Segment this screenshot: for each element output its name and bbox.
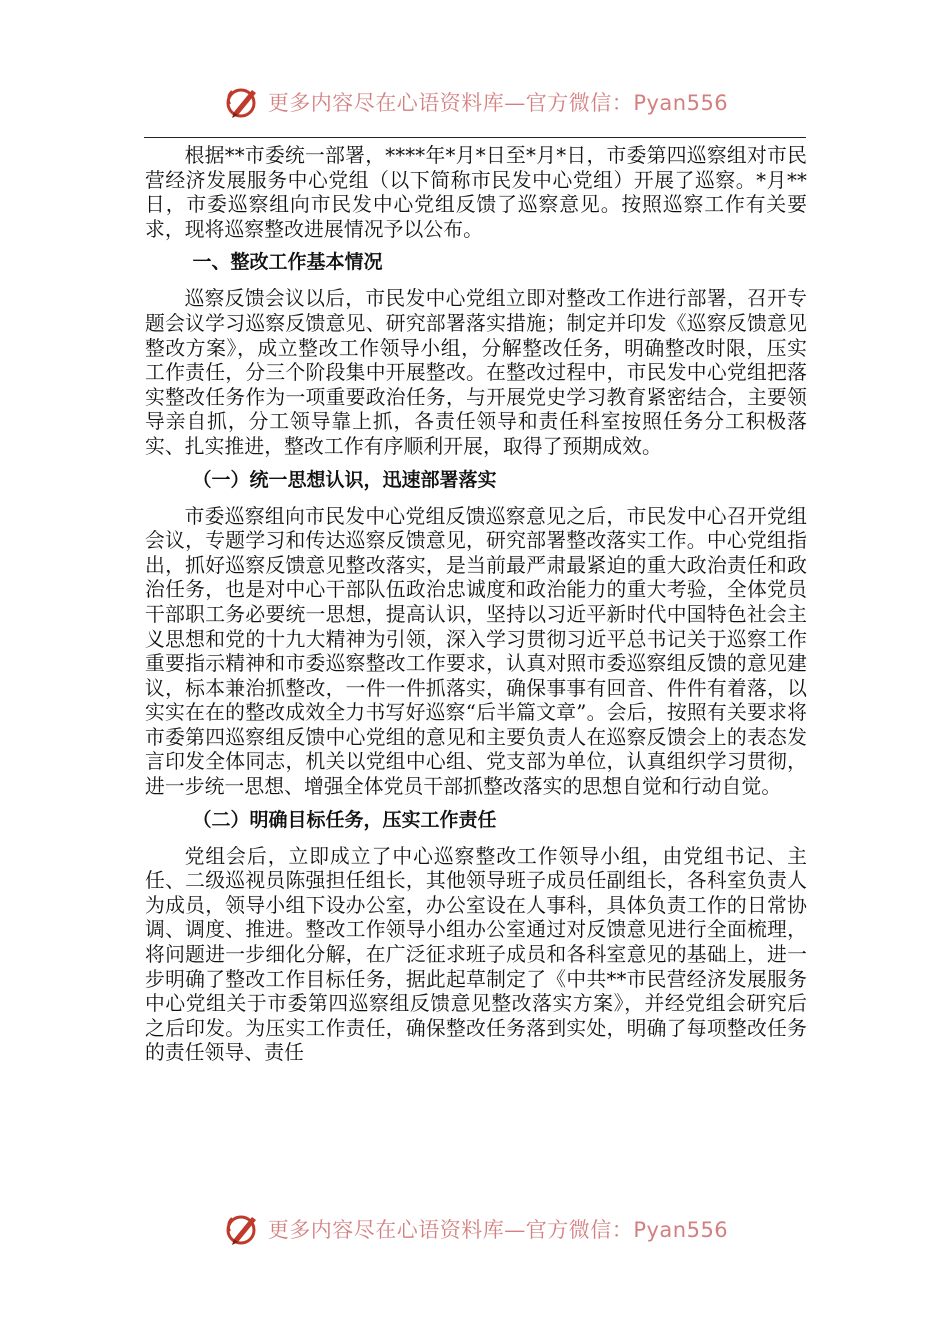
header-rule	[144, 137, 806, 138]
paragraph-1: 巡察反馈会议以后，市民发中心党组立即对整改工作进行部署，召开专题会议学习巡察反馈意见、研究部署落实措施；制定并印发《巡察反馈意见整改方案》，成立整改工作领导小组，分解整改任务，明确整改时限，压实工作责任，分三个阶段集中开展整改。在整改过程中，市民发中心党组把落实整改任务作为一项重要政治任务，与开展党史学习教育紧密结合，主要领导亲自抓，分工领导靠上抓，各责任领导和责任科室按照任务分工积极落实、扎实推进，整改工作有序顺利开展，取得了预期成效。	[145, 287, 807, 458]
footer-watermark	[0, 1209, 950, 1249]
pen-logo-icon	[222, 1209, 262, 1249]
intro-paragraph: 根据**市委统一部署，****年*月*日至*月*日，市委第四巡察组对市民营经济发展服务中心党组（以下简称市民发中心党组）开展了巡察。*月**日，市委巡察组向市民发中心党组反馈了巡察意见。按照巡察工作有关要求，现将巡察整改进展情况予以公布。	[145, 144, 807, 241]
watermark-text: 更多内容尽在心语资料库—官方微信：	[267, 91, 634, 115]
pen-logo-icon	[222, 82, 262, 122]
watermark-id: Pyan556	[633, 1218, 729, 1242]
paragraph-3: 党组会后，立即成立了中心巡察整改工作领导小组，由党组书记、主任、二级巡视员陈强担任组长，其他领导班子成员任副组长，各科室负责人为成员，领导小组下设办公室，办公室设在人事科，具体负责工作的日常协调、调度、推进。整改工作领导小组办公室通过对反馈意见进行全面梳理，将问题进一步细化分解，在广泛征求班子成员和各科室意见的基础上，进一步明确了整改工作目标任务，据此起草制定了《中共**市民营经济发展服务中心党组关于市委第四巡察组反馈意见整改落实方案》，并经党组会研究后之后印发。为压实工作责任，确保整改任务落到实处，明确了每项整改任务的责任领导、责任	[145, 844, 807, 1065]
document-body	[145, 144, 807, 1074]
header-watermark	[0, 82, 950, 122]
watermark-text: 更多内容尽在心语资料库—官方微信：	[267, 1218, 634, 1242]
section-heading-3: （二）明确目标任务，压实工作责任	[192, 808, 497, 831]
section-heading-2: （一）统一思想认识，迅速部署落实	[192, 468, 497, 491]
watermark-id: Pyan556	[633, 91, 729, 115]
paragraph-2: 市委巡察组向市民发中心党组反馈巡察意见之后，市民发中心召开党组会议，专题学习和传达巡察反馈意见，研究部署整改落实工作。中心党组指出，抓好巡察反馈意见整改落实，是当前最严肃最紧迫的重大政治责任和政治任务，也是对中心干部队伍政治忠诚度和政治能力的重大考验，全体党员干部职工务必要统一思想，提高认识，坚持以习近平新时代中国特色社会主义思想和党的十九大精神为引领，深入学习贯彻习近平总书记关于巡察工作重要指示精神和市委巡察整改工作要求，认真对照市委巡察组反馈的意见建议，标本兼治抓整改，一件一件抓落实，确保事事有回音、件件有着落，以实实在在的整改成效全力书写好巡察“后半篇文章”。会后，按照有关要求将市委第四巡察组反馈中心党组的意见和主要负责人在巡察反馈会上的表态发言印发全体同志，机关以党组中心组、党支部为单位，认真组织学习贯彻，进一步统一思想、增强全体党员干部抓整改落实的思想自觉和行动自觉。	[145, 504, 807, 799]
section-heading-1: 一、整改工作基本情况	[192, 251, 383, 274]
